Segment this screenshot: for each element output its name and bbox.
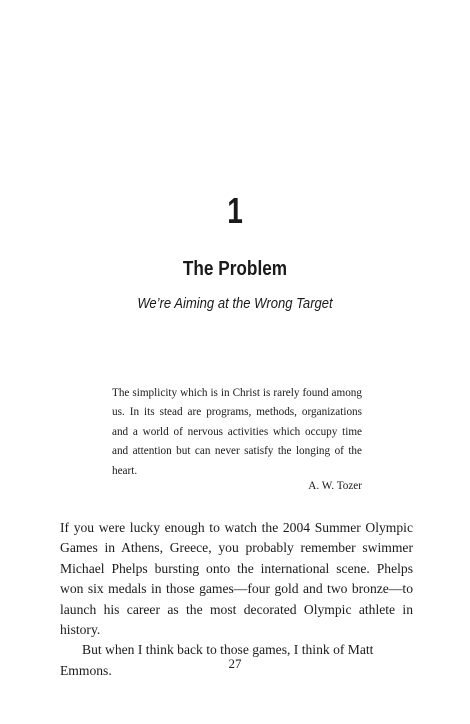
chapter-title: The Problem [182, 258, 288, 280]
epigraph-quote: The simplicity which is in Christ is rarely found among us. In its stead are programs, methods, organizations and a world of nervous activities which occupy time and attention but can never satisfy the longing of the heart. [112, 387, 362, 477]
body-paragraph: But when I think back to those games, I think of Matt Emmons. [60, 642, 374, 678]
chapter-subtitle: We’re Aiming at the Wrong Target [137, 296, 333, 312]
body-paragraph: If you were lucky enough to watch the 2004 Summer Olympic Games in Athens, Greece, you probably remember swimmer Michael Phelps bursting onto the international scene. Phelps won six medals in those games—four gold and two bronze—to launch his career as the most decorated Olympic athlete in history. [60, 520, 413, 638]
epigraph-attribution: A. W. Tozer [308, 480, 362, 492]
page-number: 27 [228, 656, 242, 671]
chapter-number: 1 [227, 190, 243, 231]
